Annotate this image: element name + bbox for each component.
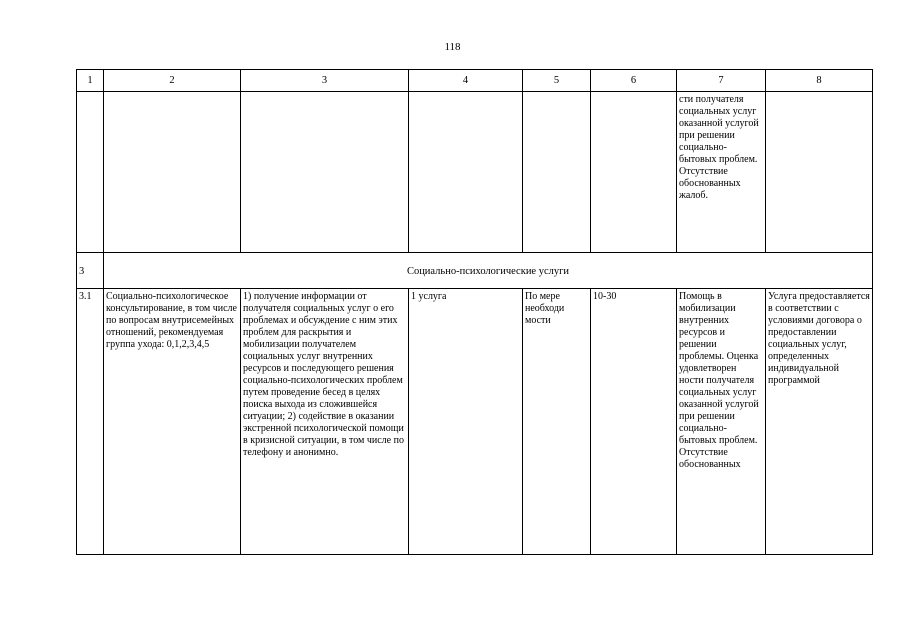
continuation-cell-8: [766, 92, 873, 253]
service-description: 1) получение информации от получателя социальных услуг о его проблемах и обсуждение с ним этих проблем для раскрытия и мобилизации получателем социальных услуг внутренних ресурсов и последующего решения социально-психологических проблем путем проведение бесед в целях поиска выхода из сложившейся ситуации; 2) содействие в оказании экстренной психологической помощи в кризисной ситуации, в том числе по телефону и анонимно.: [241, 289, 409, 555]
services-table: [76, 69, 873, 555]
section-row: [77, 253, 873, 289]
service-number: 3.1: [77, 289, 104, 555]
page-number: 118: [444, 41, 461, 53]
column-number-5: 5: [523, 70, 591, 92]
service-name: Социально-психологическое консультирование, в том числе по вопросам внутрисемейных отношений, рекомендуемая группа ухода: 0,1,2,3,4,5: [104, 289, 241, 555]
column-number-row: [77, 70, 873, 92]
column-number-7: 7: [677, 70, 766, 92]
continuation-row: [77, 92, 873, 253]
continuation-cell-4: [409, 92, 523, 253]
section-number: 3: [77, 253, 104, 289]
section-title: Социально-психологические услуги: [104, 253, 873, 289]
column-number-6: 6: [591, 70, 677, 92]
column-number-1: 1: [77, 70, 104, 92]
continuation-cell-6: [591, 92, 677, 253]
service-time: 10-30: [591, 289, 677, 555]
continuation-cell-2: [104, 92, 241, 253]
service-volume: 1 услуга: [409, 289, 523, 555]
service-quality-criteria: Помощь в мобилизации внутренних ресурсов и решении проблемы. Оценка удовлетворен ности получателя социальных услуг оказанной услугой при решении социально-бытовых проблем. Отсутствие обоснованных: [677, 289, 766, 555]
column-number-3: 3: [241, 70, 409, 92]
column-number-8: 8: [766, 70, 873, 92]
service-periodicity: По мере необходи мости: [523, 289, 591, 555]
column-number-4: 4: [409, 70, 523, 92]
continuation-cell-5: [523, 92, 591, 253]
service-row: [77, 289, 873, 555]
service-conditions: Услуга предоставляется в соответствии с условиями договора о предоставлении социальных услуг, определенных индивидуальной программой: [766, 289, 873, 555]
continuation-cell-1: [77, 92, 104, 253]
column-number-2: 2: [104, 70, 241, 92]
continuation-quality-criteria: сти получателя социальных услуг оказанной услугой при решении социально-бытовых проблем. Отсутствие обоснованных жалоб.: [677, 92, 766, 253]
continuation-cell-3: [241, 92, 409, 253]
